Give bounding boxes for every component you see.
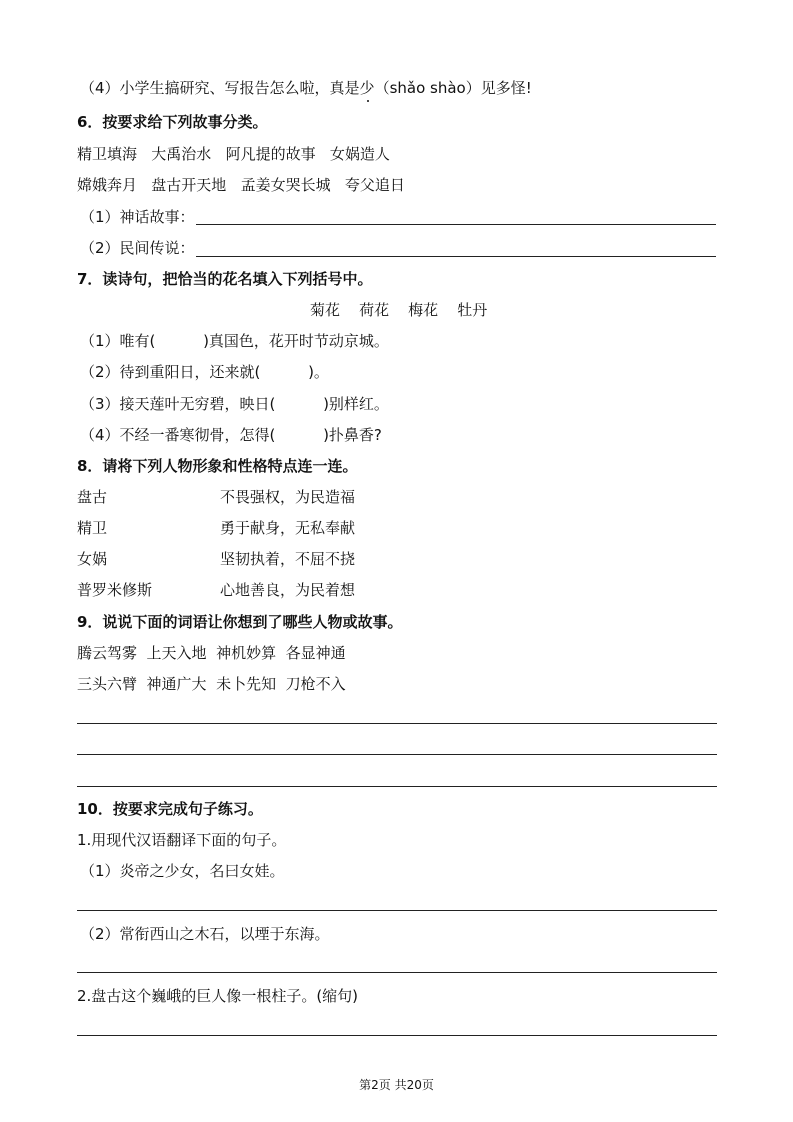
- q8-name-3[interactable]: 女娲: [77, 550, 108, 568]
- page-footer: 第2页 共20页: [359, 1078, 434, 1092]
- q9-words-row1: 腾云驾雾 上天入地 神机妙算 各显神通: [77, 644, 346, 662]
- q6-answer-line-myth[interactable]: [196, 224, 716, 225]
- q6-stories-row1: 精卫填海 大禹治水 阿凡提的故事 女娲造人: [77, 145, 390, 163]
- q6-label-myth: （1）神话故事：: [80, 208, 195, 226]
- q8-trait-1[interactable]: 不畏强权，为民造福: [220, 488, 356, 506]
- q9-answer-line-1[interactable]: [77, 723, 717, 724]
- q9-words-row2: 三头六臂 神通广大 未卜先知 刀枪不入: [77, 675, 346, 693]
- q8-name-1[interactable]: 盘古: [77, 488, 108, 506]
- q5-item4: [80, 78, 532, 98]
- q10-item-2: （2）常衔西山之木石，以堙于东海。: [80, 925, 330, 943]
- q6-label-legend: （2）民间传说：: [80, 239, 195, 257]
- q8-title: 8．请将下列人物形象和性格特点连一连。: [77, 457, 358, 475]
- q7-item-4: （4）不经一番寒彻骨，怎得( )扑鼻香?: [80, 426, 382, 444]
- q7-item-1: （1）唯有( )真国色，花开时节动京城。: [80, 332, 389, 350]
- q5-item4-suffix: （shǎo shào）见多怪!: [374, 79, 532, 97]
- q7-item-3: （3）接天莲叶无穷碧，映日( )别样红。: [80, 395, 389, 413]
- q8-trait-3[interactable]: 坚韧执着，不屈不挠: [220, 550, 356, 568]
- q5-item4-char: 少: [359, 79, 375, 97]
- q10-answer-line-2[interactable]: [77, 972, 717, 973]
- q10-answer-line-1[interactable]: [77, 910, 717, 911]
- q7-title: 7．读诗句，把恰当的花名填入下列括号中。: [77, 270, 373, 288]
- q8-trait-2[interactable]: 勇于献身，无私奉献: [220, 519, 356, 537]
- q10-item-1: （1）炎帝之少女，名曰女娃。: [80, 862, 285, 880]
- q9-answer-line-2[interactable]: [77, 754, 717, 755]
- q9-title: 9．说说下面的词语让你想到了哪些人物或故事。: [77, 613, 403, 631]
- q7-item-2: （2）待到重阳日，还来就( )。: [80, 363, 329, 381]
- q8-name-2[interactable]: 精卫: [77, 519, 108, 537]
- q10-answer-line-3[interactable]: [77, 1035, 717, 1036]
- q6-answer-line-legend[interactable]: [196, 256, 716, 257]
- q6-stories-row2: 嫦娥奔月 盘古开天地 孟姜女哭长城 夸父追日: [77, 176, 405, 194]
- q10-title: 10．按要求完成句子练习。: [77, 800, 263, 818]
- q7-flower-options: 菊花 荷花 梅花 牡丹: [310, 301, 488, 319]
- q8-trait-4[interactable]: 心地善良，为民着想: [220, 581, 356, 599]
- q9-answer-line-3[interactable]: [77, 786, 717, 787]
- q8-name-4[interactable]: 普罗米修斯: [77, 581, 153, 599]
- q10-sub2: 2.盘古这个巍峨的巨人像一根柱子。(缩句): [77, 987, 359, 1005]
- q6-title: 6．按要求给下列故事分类。: [77, 113, 268, 131]
- q10-sub1: 1.用现代汉语翻译下面的句子。: [77, 831, 287, 849]
- q5-item4-prefix: （4）小学生搞研究、写报告怎么啦，真是: [80, 79, 360, 97]
